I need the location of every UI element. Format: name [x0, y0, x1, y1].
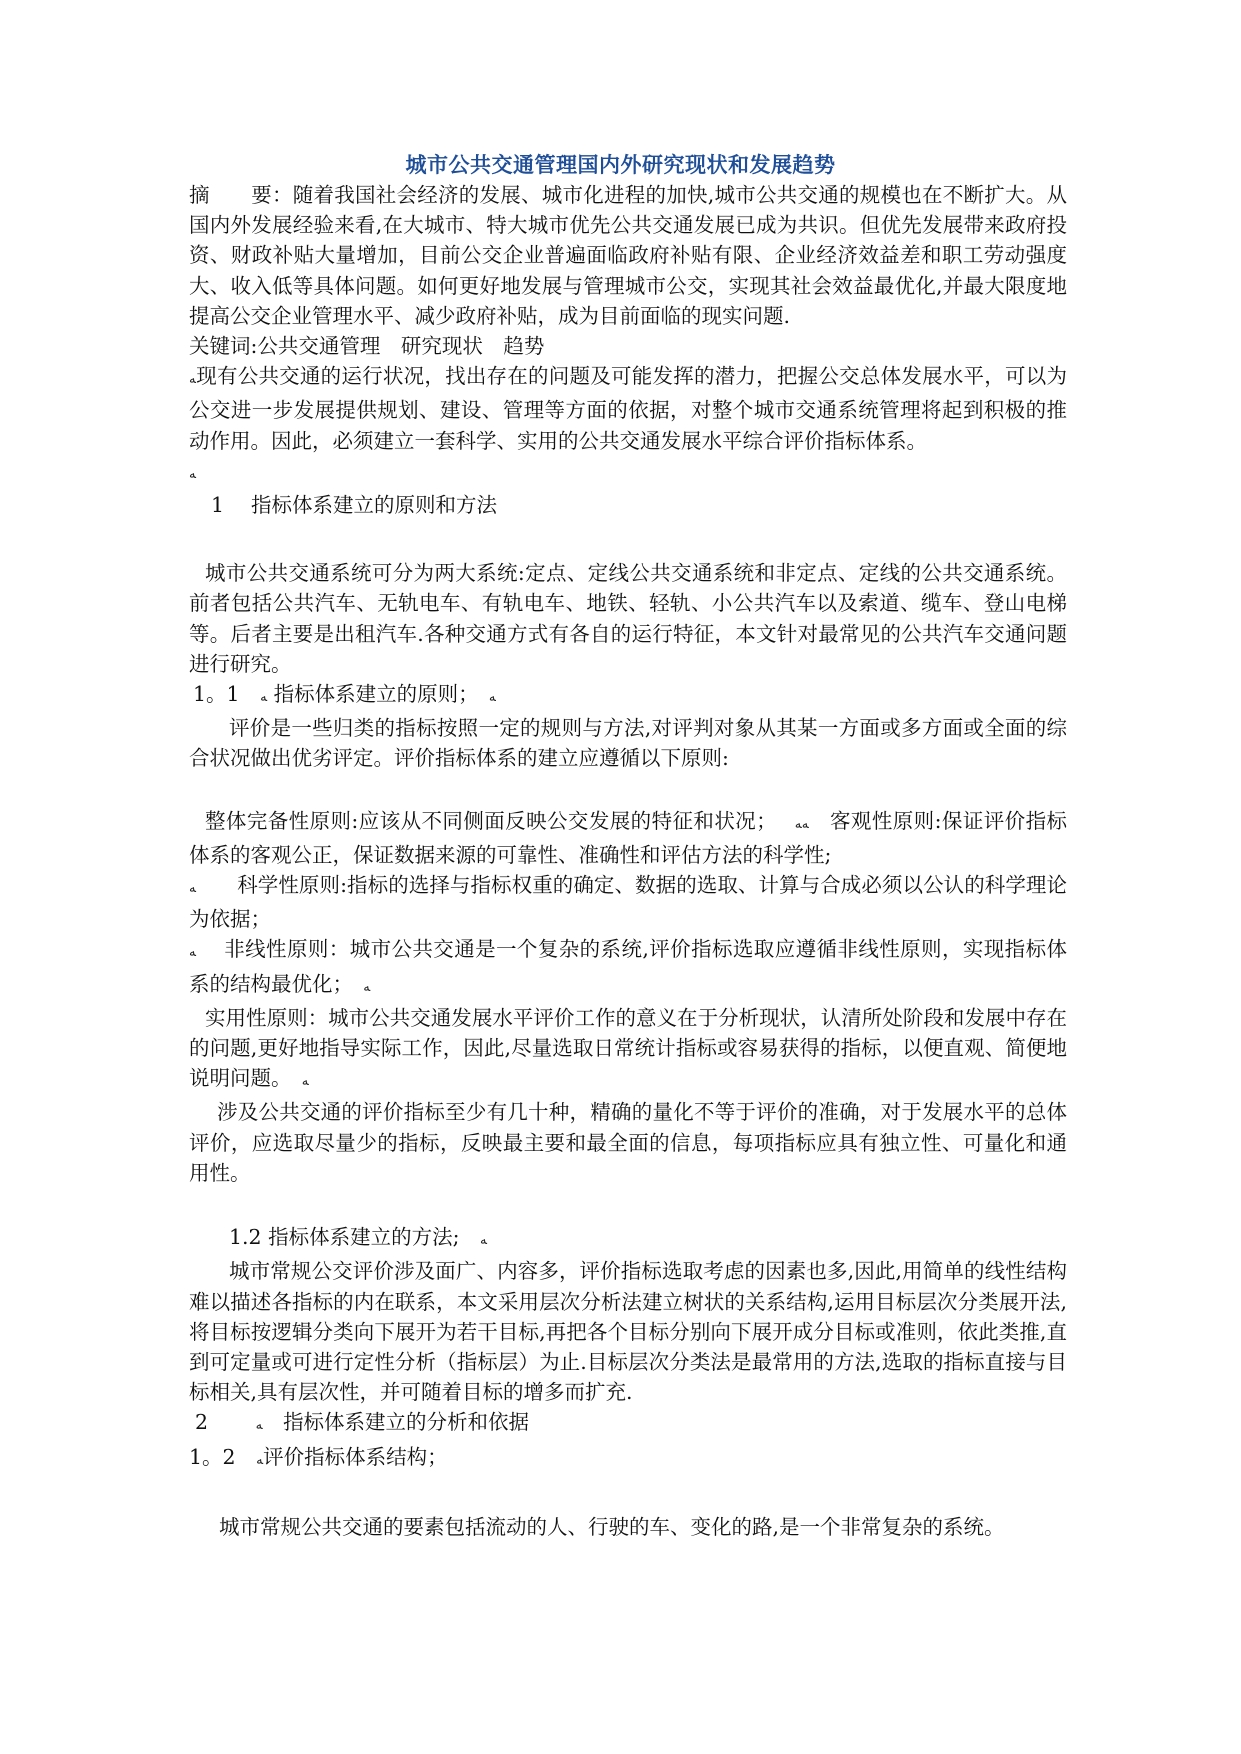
intro-text: 现有公共交通的运行状况，找出存在的问题及可能发挥的潜力，把握公交总体发展水平，可以为公交进一步发展提供规划、建设、管理等方面的依据，对整个城市交通系统管理将起到积极的推动作用。因此，必须建立一套科学、实用的公共交通发展水平综合评价指标体系。 — [189, 364, 1067, 453]
spacer — [189, 1476, 1067, 1506]
evaluation-paragraph: 评价是一些归类的指标按照一定的规则与方法,对评判对象从其某一方面或多方面或全面的综合状况做出优劣评定。评价指标体系的建立应遵循以下原则: — [189, 716, 1067, 771]
indicators-paragraph: 涉及公共交通的评价指标至少有几十种，精确的量化不等于评价的准确，对于发展水平的总体评价，应选取尽量少的指标，反映最主要和最全面的信息，每项指标应具有独立性、可量化和通用性。 — [189, 1100, 1067, 1185]
paragraph-mark-icon: ﻪ — [801, 816, 809, 832]
paragraph-mark-icon: ﻪ — [255, 1418, 263, 1434]
heading-number: 1。2 — [189, 1444, 236, 1469]
paragraph-mark-icon: ﻪ — [189, 881, 196, 897]
paragraph-mark-icon: ﻪ — [363, 979, 371, 995]
abstract-label: 摘 要： — [189, 183, 293, 207]
principle-practical: 实用性原则：城市公共交通发展水平评价工作的意义在于分析现状，认清所处阶段和发展中存在的问题,更好地指导实际工作，因此,尽量选取日常统计指标或容易获得的指标，以便直观、简便地说明问题。 — [189, 1005, 1067, 1091]
heading-number: 1。1 — [193, 682, 240, 707]
section-heading-2-1 — [189, 1442, 1067, 1476]
principles-paragraph — [189, 806, 1067, 870]
spacer — [189, 774, 1067, 804]
heading-text: 评价指标体系结构； — [263, 1444, 448, 1469]
paragraph-mark-icon: ﻪ — [488, 690, 496, 706]
intro-paragraph — [189, 361, 1067, 456]
method-paragraph: 城市常规公交评价涉及面广、内容多，评价指标选取考虑的因素也多,因此,用简单的线性结构难以描述各指标的内在联系，本文采用层次分析法建立树状的关系结构,运用目标层次分类展开法,将目标按逻辑分类向下展开为若干目标,再把各个目标分别向下展开成分目标或准则，依此类推,直到可定量或可进行定性分析（指标层）为止.目标层次分类法是最常用的方法,选取的指标直接与目标相关,具有层次性，并可随着目标的增多而扩充. — [189, 1259, 1067, 1405]
heading-text: 指标体系建立的分析和依据 — [283, 1410, 530, 1435]
heading-number: 2 — [195, 1410, 209, 1435]
principle-science-paragraph — [189, 870, 1067, 934]
principle-science: 科学性原则:指标的选择与指标权重的确定、数据的选取、计算与合成必须以公认的科学理论为依据； — [189, 873, 1067, 932]
blank-mark-line — [189, 456, 1067, 490]
principle-completeness: 整体完备性原则:应该从不同侧面反映公交发展的特征和状况； — [205, 808, 767, 833]
document-title: 城市公共交通管理国内外研究现状和发展趋势 — [405, 152, 836, 177]
heading-text: 1.2 指标体系建立的方法; — [229, 1225, 460, 1250]
principle-objectivity: 客观性原则:保证评价指标体系的客观公正，保证数据来源的可靠性、准确性和评估方法的科学性; — [189, 808, 1068, 867]
paragraph-mark-icon: ﻪ — [189, 466, 196, 482]
section-heading-1-1 — [189, 679, 1067, 713]
paragraph-mark-icon: ﻪ — [189, 945, 196, 961]
spacer — [189, 520, 1067, 550]
abstract-text: 随着我国社会经济的发展、城市化进程的加快,城市公共交通的规模也在不断扩大。从国内外发展经验来看,在大城市、特大城市优先公共交通发展已成为共识。但优先发展带来政府投资、财政补贴大量增加，目前公交企业普遍面临政府补贴有限、企业经济效益差和职工劳动强度大、收入低等具体问题。如何更好地发展与管理城市公交，实现其社会效益最优化,并最大限度地提高公交企业管理水平、减少政府补贴，成为目前面临的现实问题. — [189, 183, 1068, 328]
principle-practical-paragraph — [189, 1003, 1067, 1098]
abstract-paragraph — [189, 180, 1067, 331]
principle-nonlinear: 非线性原则：城市公共交通是一个复杂的系统,评价指标选取应遵循非线性原则，实现指标体系的结构最优化； — [189, 937, 1067, 996]
paragraph-mark-icon: ﻪ — [256, 1452, 264, 1468]
paragraph-mark-icon: ﻪ — [260, 690, 268, 706]
system-paragraph: 城市公共交通系统可分为两大系统:定点、定线公共交通系统和非定点、定线的公共交通系统。前者包括公共汽车、无轨电车、有轨电车、地铁、轻轨、小公共汽车以及索道、缆车、登山电梯等。后者主要是出租汽车.各种交通方式有各自的运行特征，本文针对最常见的公共汽车交通问题进行研究。 — [189, 561, 1067, 676]
section-heading-1-2 — [189, 1222, 1067, 1256]
paragraph-mark-icon: ﻪ — [794, 816, 802, 832]
paragraph-mark-icon: ﻪ — [189, 372, 196, 388]
paragraph-mark-icon: ﻪ — [301, 1074, 309, 1090]
document-body — [189, 180, 1067, 1542]
spacer — [189, 1188, 1067, 1218]
section-heading-1: 1 指标体系建立的原则和方法 — [211, 493, 498, 518]
last-paragraph: 城市常规公共交通的要素包括流动的人、行驶的车、变化的路,是一个非常复杂的系统。 — [219, 1514, 1005, 1539]
paragraph-mark-icon: ﻪ — [480, 1233, 488, 1249]
heading-text: 指标体系建立的原则； — [273, 682, 469, 707]
principle-nonlinear-paragraph — [189, 934, 1067, 1002]
section-heading-2 — [189, 1407, 1067, 1441]
keywords-line: 关键词:公共交通管理 研究现状 趋势 — [189, 334, 545, 359]
